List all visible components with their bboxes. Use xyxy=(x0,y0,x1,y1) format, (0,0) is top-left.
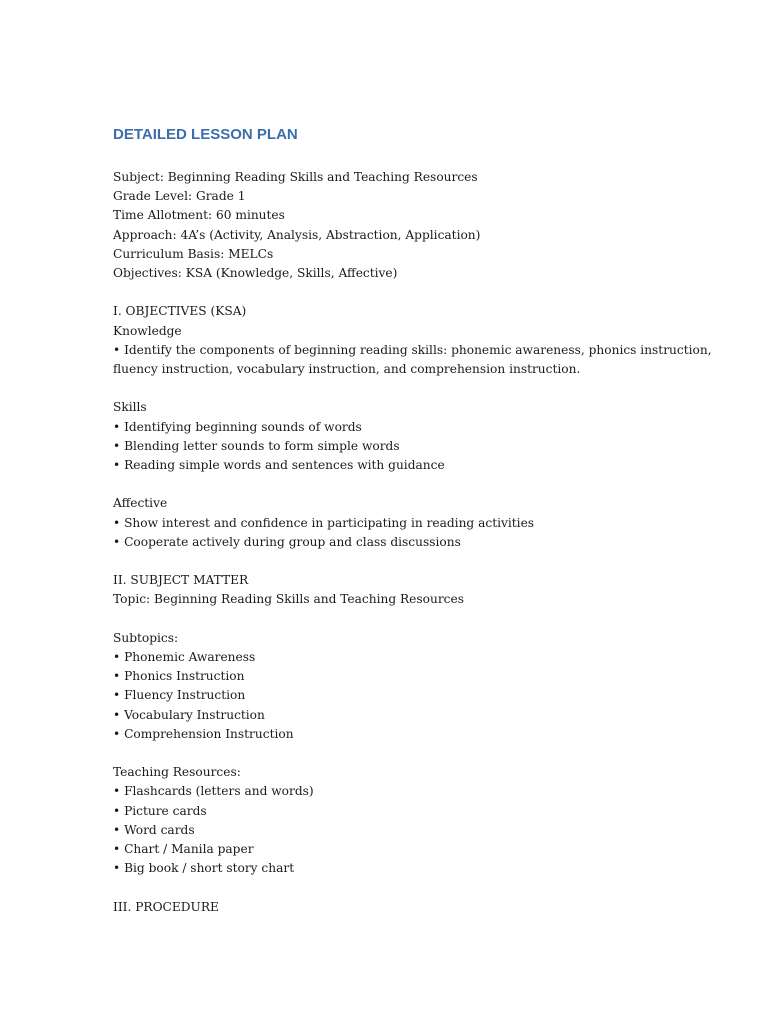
skills-item: • Blending letter sounds to form simple words xyxy=(113,438,400,453)
skills-label: Skills xyxy=(113,400,147,415)
affective-item: • Cooperate actively during group and class discussions xyxy=(113,534,461,549)
subtopic-item: • Fluency Instruction xyxy=(113,688,246,703)
resource-item: • Chart / Manila paper xyxy=(113,842,254,857)
subtopic-item: • Comprehension Instruction xyxy=(113,726,294,741)
objectives-summary-line: Objectives: KSA (Knowledge, Skills, Affective) xyxy=(113,266,398,281)
resources-label: Teaching Resources: xyxy=(113,765,241,780)
grade-level-line: Grade Level: Grade 1 xyxy=(113,189,246,204)
subtopic-item: • Vocabulary Instruction xyxy=(113,707,265,722)
time-allotment-line: Time Allotment: 60 minutes xyxy=(113,208,285,223)
subtopic-item: • Phonics Instruction xyxy=(113,669,245,684)
document-title: DETAILED LESSON PLAN xyxy=(113,126,298,143)
spacer xyxy=(113,283,713,302)
skills-item: • Identifying beginning sounds of words xyxy=(113,419,362,434)
spacer xyxy=(113,475,713,494)
objectives-section xyxy=(113,302,713,552)
subtopic-item: • Phonemic Awareness xyxy=(113,650,256,664)
subject-line: Subject: Beginning Reading Skills and Teaching Resources xyxy=(113,170,478,184)
affective-label: Affective xyxy=(113,496,168,511)
spacer xyxy=(113,552,713,571)
section-heading-procedure: III. PROCEDURE xyxy=(113,899,219,914)
procedure-section xyxy=(113,898,713,917)
spacer xyxy=(113,379,713,398)
knowledge-label: Knowledge xyxy=(113,323,182,338)
document-body xyxy=(113,168,713,917)
topic-line: Topic: Beginning Reading Skills and Teaching Resources xyxy=(113,592,464,607)
knowledge-item: • Identify the components of beginning reading skills: phonemic awareness, phonics instruction, fluency instruction, vocabulary instruction, and comprehension instruction. xyxy=(113,342,712,377)
spacer xyxy=(113,878,713,897)
resource-item: • Big book / short story chart xyxy=(113,861,295,876)
section-heading-objectives: I. OBJECTIVES (KSA) xyxy=(113,304,247,319)
subject-matter-section xyxy=(113,571,713,878)
lesson-header-info xyxy=(113,168,713,283)
spacer xyxy=(113,744,713,763)
curriculum-basis-line: Curriculum Basis: MELCs xyxy=(113,246,274,261)
affective-item: • Show interest and confidence in participating in reading activities xyxy=(113,515,535,530)
resource-item: • Word cards xyxy=(113,822,195,837)
approach-line: Approach: 4A’s (Activity, Analysis, Abstraction, Application) xyxy=(113,227,481,242)
resource-item: • Flashcards (letters and words) xyxy=(113,784,314,799)
subtopics-label: Subtopics: xyxy=(113,630,179,645)
spacer xyxy=(113,610,713,629)
skills-item: • Reading simple words and sentences with guidance xyxy=(113,458,445,473)
resource-item: • Picture cards xyxy=(113,803,207,818)
section-heading-subject-matter: II. SUBJECT MATTER xyxy=(113,573,249,588)
